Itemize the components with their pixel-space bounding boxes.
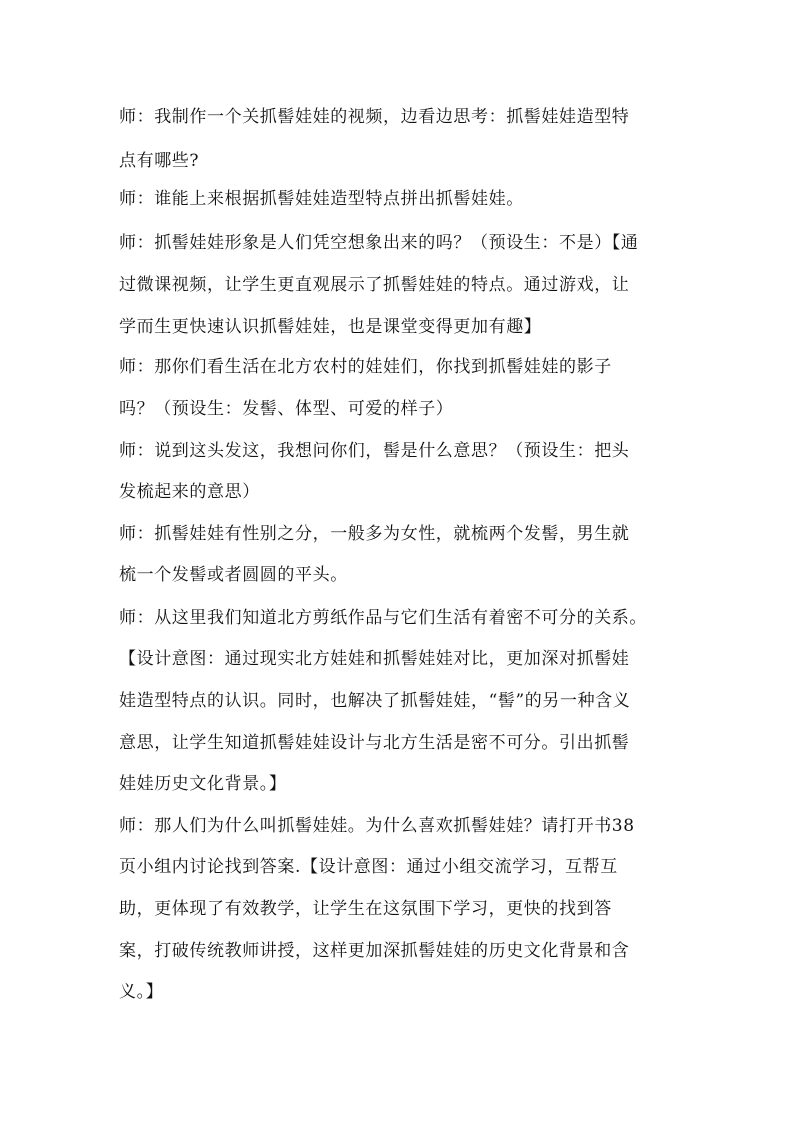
text-line: 意思，让学生知道抓髻娃娃设计与北方生活是密不可分。引出抓髻 [119,733,630,753]
text-line: 义。】 [119,982,164,1002]
text-line: 师：谁能上来根据抓髻娃娃造型特点拼出抓髻娃娃。 [119,189,524,209]
text-line: 过微课视频，让学生更直观展示了抓髻娃娃的特点。通过游戏，让 [119,275,630,295]
text-line: 助，更体现了有效教学，让学生在这氛围下学习，更快的找到答 [119,899,612,919]
text-line: 娃娃历史文化背景。】 [119,774,287,794]
text-line: 师：从这里我们知道北方剪纸作品与它们生活有着密不可分的关系。 [119,608,647,628]
text-line: 娃造型特点的认识。同时，也解决了抓髻娃娃，“髻”的另一种含义 [119,691,631,711]
text-line: 师：那人们为什么叫抓髻娃娃。为什么喜欢抓髻娃娃？请打开书38 [119,816,635,836]
text-line: 点有哪些? [119,151,200,171]
text-line: 师：我制作一个关抓髻娃娃的视频，边看边思考：抓髻娃娃造型特 [119,107,630,127]
text-line: 师：说到这头发这，我想问你们，髻是什么意思？（预设生：把头 [119,441,630,461]
text-line: 师：抓髻娃娃形象是人们凭空想象出来的吗？（预设生：不是）【通 [119,233,639,253]
text-line: 学而生更快速认识抓髻娃娃，也是课堂变得更加有趣】 [119,317,542,337]
text-line: 案，打破传统教师讲授，这样更加深抓髻娃娃的历史文化背景和含 [119,941,630,961]
text-line: 发梳起来的意思） [119,482,260,502]
text-line: 【设计意图：通过现实北方娃娃和抓髻娃娃对比，更加深对抓髻娃 [119,649,630,669]
text-line: 页小组内讨论找到答案.【设计意图：通过小组交流学习，互帮互 [119,857,618,877]
text-line: 吗？（预设生：发髻、体型、可爱的样子） [119,399,454,419]
text-line: 梳一个发髻或者圆圆的平头。 [119,565,348,585]
text-line: 师：那你们看生活在北方农村的娃娃们，你找到抓髻娃娃的影子 [119,357,612,377]
text-line: 师：抓髻娃娃有性别之分，一般多为女性，就梳两个发髻，男生就 [119,524,630,544]
